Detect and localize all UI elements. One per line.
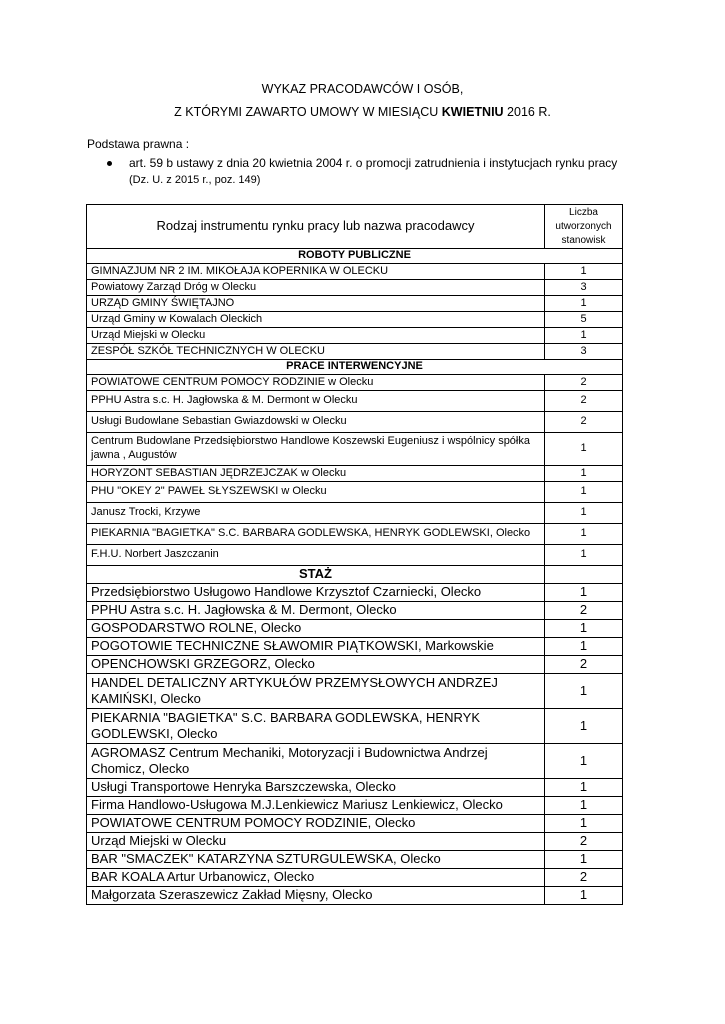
- title-line2-suffix: 2016 R.: [503, 105, 551, 119]
- positions-count: 3: [545, 280, 623, 296]
- table-row: [87, 797, 623, 815]
- column-header-count-line1: Liczba: [569, 206, 598, 218]
- table-row: [87, 344, 623, 360]
- employer-name: Urząd Gminy w Kowalach Oleckich: [87, 312, 545, 328]
- column-header-name: Rodzaj instrumentu rynku pracy lub nazwa pracodawcy: [87, 205, 545, 249]
- positions-count: 1: [545, 779, 623, 797]
- table-row: [87, 264, 623, 280]
- table-row: [87, 296, 623, 312]
- employer-name: Centrum Budowlane Przedsiębiorstwo Handlowe Koszewski Eugeniusz i wspólnicy spółka jawna , Augustów: [87, 433, 545, 466]
- table-row: [87, 851, 623, 869]
- table-row: [87, 887, 623, 905]
- legal-basis-text: art. 59 b ustawy z dnia 20 kwietnia 2004 r. o promocji zatrudnienia i instytucjach rynku pracy: [129, 156, 618, 170]
- table-row: [87, 482, 623, 503]
- employer-name: BAR KOALA Artur Urbanowicz, Olecko: [87, 869, 545, 887]
- positions-count: 2: [545, 833, 623, 851]
- positions-count: 1: [545, 709, 623, 744]
- positions-count: 1: [545, 620, 623, 638]
- employers-table: [86, 204, 623, 905]
- table-row: [87, 328, 623, 344]
- table-row: [87, 709, 623, 744]
- positions-count: 1: [545, 545, 623, 566]
- table-header-row: [87, 205, 623, 249]
- section-header-row: [87, 360, 623, 375]
- column-header-count: [545, 205, 623, 249]
- employer-name: PPHU Astra s.c. H. Jagłowska & M. Dermont w Olecku: [87, 391, 545, 412]
- employer-name: POGOTOWIE TECHNICZNE SŁAWOMIR PIĄTKOWSKI, Markowskie: [87, 638, 545, 656]
- employer-name: POWIATOWE CENTRUM POMOCY RODZINIE w Olecku: [87, 375, 545, 391]
- table-row: [87, 869, 623, 887]
- positions-count: 1: [545, 264, 623, 280]
- section-count-empty: [545, 566, 623, 584]
- bullet-dot-icon: [107, 161, 112, 166]
- employer-name: PPHU Astra s.c. H. Jagłowska & M. Dermont, Olecko: [87, 602, 545, 620]
- positions-count: 1: [545, 744, 623, 779]
- employer-name: GIMNAZJUM NR 2 IM. MIKOŁAJA KOPERNIKA W OLECKU: [87, 264, 545, 280]
- positions-count: 1: [545, 584, 623, 602]
- section-title-public-works: ROBOTY PUBLICZNE: [87, 249, 623, 264]
- section-title-intervention-works: PRACE INTERWENCYJNE: [87, 360, 623, 375]
- table-row: [87, 602, 623, 620]
- positions-count: 1: [545, 674, 623, 709]
- positions-count: 1: [545, 503, 623, 524]
- section-title-internship: STAŻ: [87, 566, 545, 584]
- title-month: KWIETNIU: [441, 105, 504, 119]
- table-row: [87, 545, 623, 566]
- document-title-line2: [0, 105, 725, 119]
- employer-name: OPENCHOWSKI GRZEGORZ, Olecko: [87, 656, 545, 674]
- employer-name: Powiatowy Zarząd Dróg w Olecku: [87, 280, 545, 296]
- table-row: [87, 312, 623, 328]
- table-row: [87, 391, 623, 412]
- positions-count: 1: [545, 524, 623, 545]
- positions-count: 2: [545, 412, 623, 433]
- legal-basis-reference: (Dz. U. z 2015 r., poz. 149): [129, 174, 261, 186]
- employer-name: PHU "OKEY 2" PAWEŁ SŁYSZEWSKI w Olecku: [87, 482, 545, 503]
- table-row: [87, 620, 623, 638]
- table-row: [87, 744, 623, 779]
- positions-count: 2: [545, 602, 623, 620]
- table-row: [87, 815, 623, 833]
- positions-count: 2: [545, 656, 623, 674]
- employer-name: Urząd Miejski w Olecku: [87, 328, 545, 344]
- employer-name: POWIATOWE CENTRUM POMOCY RODZINIE, Olecko: [87, 815, 545, 833]
- positions-count: 5: [545, 312, 623, 328]
- positions-count: 2: [545, 391, 623, 412]
- column-header-count-line3: stanowisk: [561, 234, 606, 246]
- employer-name: AGROMASZ Centrum Mechaniki, Motoryzacji i Budownictwa Andrzej Chomicz, Olecko: [87, 744, 545, 779]
- document-title-line1: WYKAZ PRACODAWCÓW I OSÓB,: [261, 82, 464, 96]
- positions-count: 2: [545, 375, 623, 391]
- table-row: [87, 638, 623, 656]
- employer-name: HANDEL DETALICZNY ARTYKUŁÓW PRZEMYSŁOWYCH ANDRZEJ KAMIŃSKI, Olecko: [87, 674, 545, 709]
- positions-count: 1: [545, 296, 623, 312]
- section-header-row: [87, 566, 623, 584]
- employer-name: URZĄD GMINY ŚWIĘTAJNO: [87, 296, 545, 312]
- section-header-row: [87, 249, 623, 264]
- employer-name: PIEKARNIA "BAGIETKA" S.C. BARBARA GODLEWSKA, HENRYK GODLEWSKI, Olecko: [87, 524, 545, 545]
- employer-name: Przedsiębiorstwo Usługowo Handlowe Krzysztof Czarniecki, Olecko: [87, 584, 545, 602]
- table-row: [87, 280, 623, 296]
- employer-name: BAR "SMACZEK" KATARZYNA SZTURGULEWSKA, Olecko: [87, 851, 545, 869]
- table-row: [87, 833, 623, 851]
- employer-name: GOSPODARSTWO ROLNE, Olecko: [87, 620, 545, 638]
- table-row: [87, 674, 623, 709]
- positions-count: 2: [545, 869, 623, 887]
- positions-count: 3: [545, 344, 623, 360]
- positions-count: 1: [545, 433, 623, 466]
- legal-basis-label: Podstawa prawna :: [87, 137, 190, 151]
- positions-count: 1: [545, 797, 623, 815]
- employer-name: Usługi Budowlane Sebastian Gwiazdowski w Olecku: [87, 412, 545, 433]
- title-line2-prefix: Z KTÓRYMI ZAWARTO UMOWY W MIESIĄCU: [174, 105, 442, 119]
- employer-name: Firma Handlowo-Usługowa M.J.Lenkiewicz Mariusz Lenkiewicz, Olecko: [87, 797, 545, 815]
- table-row: [87, 433, 623, 466]
- employer-name: Małgorzata Szeraszewicz Zakład Mięsny, Olecko: [87, 887, 545, 905]
- positions-count: 1: [545, 638, 623, 656]
- positions-count: 1: [545, 466, 623, 482]
- employer-name: F.H.U. Norbert Jaszczanin: [87, 545, 545, 566]
- positions-count: 1: [545, 851, 623, 869]
- table-row: [87, 656, 623, 674]
- positions-count: 1: [545, 328, 623, 344]
- employer-name: Janusz Trocki, Krzywe: [87, 503, 545, 524]
- positions-count: 1: [545, 482, 623, 503]
- positions-count: 1: [545, 815, 623, 833]
- employer-name: Urząd Miejski w Olecku: [87, 833, 545, 851]
- table-row: [87, 466, 623, 482]
- employer-name: PIEKARNIA "BAGIETKA" S.C. BARBARA GODLEWSKA, HENRYK GODLEWSKI, Olecko: [87, 709, 545, 744]
- table-row: [87, 584, 623, 602]
- table-row: [87, 375, 623, 391]
- positions-count: 1: [545, 887, 623, 905]
- employer-name: ZESPÓŁ SZKÓŁ TECHNICZNYCH W OLECKU: [87, 344, 545, 360]
- table-row: [87, 503, 623, 524]
- table-row: [87, 779, 623, 797]
- employer-name: Usługi Transportowe Henryka Barszczewska, Olecko: [87, 779, 545, 797]
- employer-name: HORYZONT SEBASTIAN JĘDRZEJCZAK w Olecku: [87, 466, 545, 482]
- table-row: [87, 412, 623, 433]
- table-row: [87, 524, 623, 545]
- column-header-count-line2: utworzonych: [555, 220, 612, 232]
